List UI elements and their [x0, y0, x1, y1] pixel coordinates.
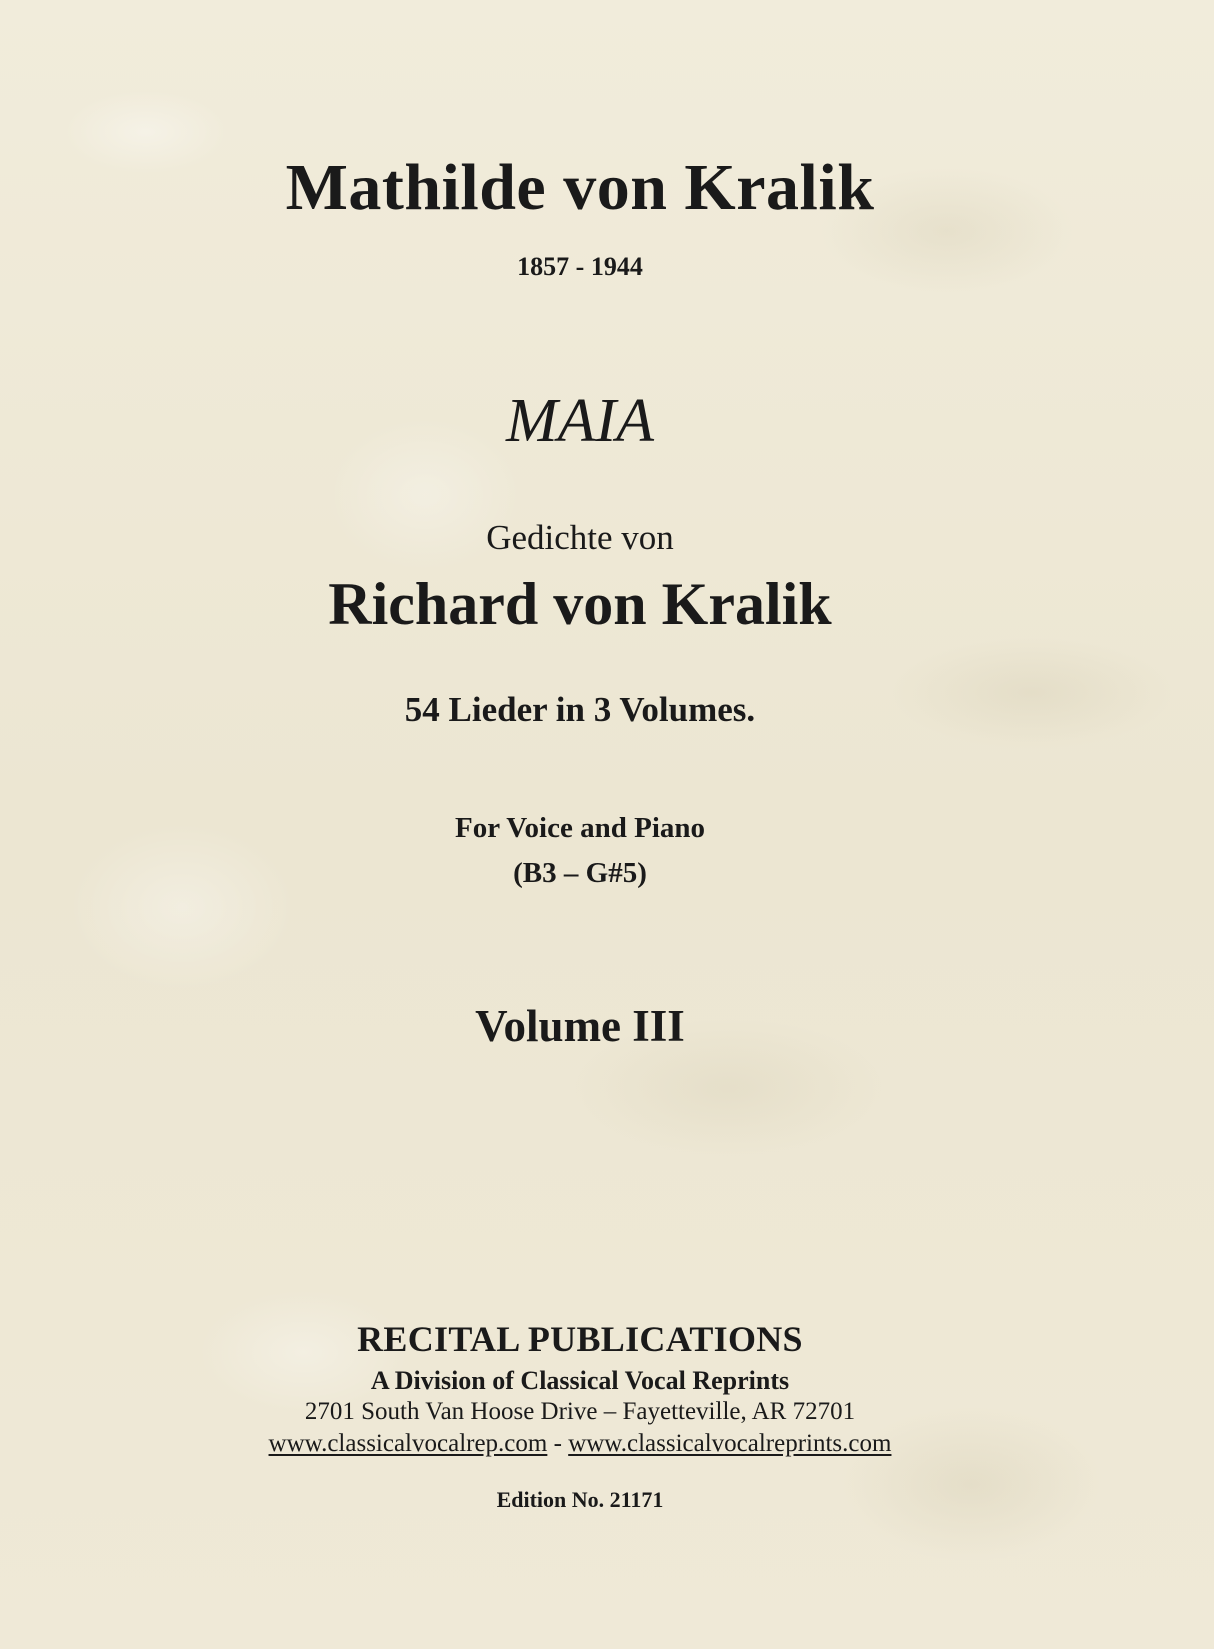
work-title: MAIA	[505, 387, 655, 455]
publisher-division: A Division of Classical Vocal Reprints	[370, 1366, 790, 1395]
publisher-websites	[0, 1430, 1160, 1458]
website-separator: -	[547, 1430, 569, 1457]
composer-dates: 1857 - 1944	[517, 252, 643, 281]
scoring: For Voice and Piano	[454, 812, 706, 844]
vocal-range: (B3 – G#5)	[513, 857, 647, 889]
edition-number: Edition No. 21171	[496, 1487, 664, 1512]
volume-label: Volume III	[475, 1001, 685, 1051]
publisher-address: 2701 South Van Hoose Drive – Fayetteville, AR 72701	[304, 1398, 856, 1425]
contents-description: 54 Lieder in 3 Volumes.	[404, 690, 756, 729]
publisher-name: RECITAL PUBLICATIONS	[357, 1319, 803, 1359]
website-link-classicalvocalrep[interactable]: www.classicalvocalrep.com	[268, 1430, 548, 1457]
website-link-classicalvocalreprints[interactable]: www.classicalvocalreprints.com	[568, 1430, 892, 1457]
poems-by-label: Gedichte von	[486, 518, 674, 557]
composer-name: Mathilde von Kralik	[285, 151, 875, 224]
poet-name: Richard von Kralik	[328, 571, 832, 637]
